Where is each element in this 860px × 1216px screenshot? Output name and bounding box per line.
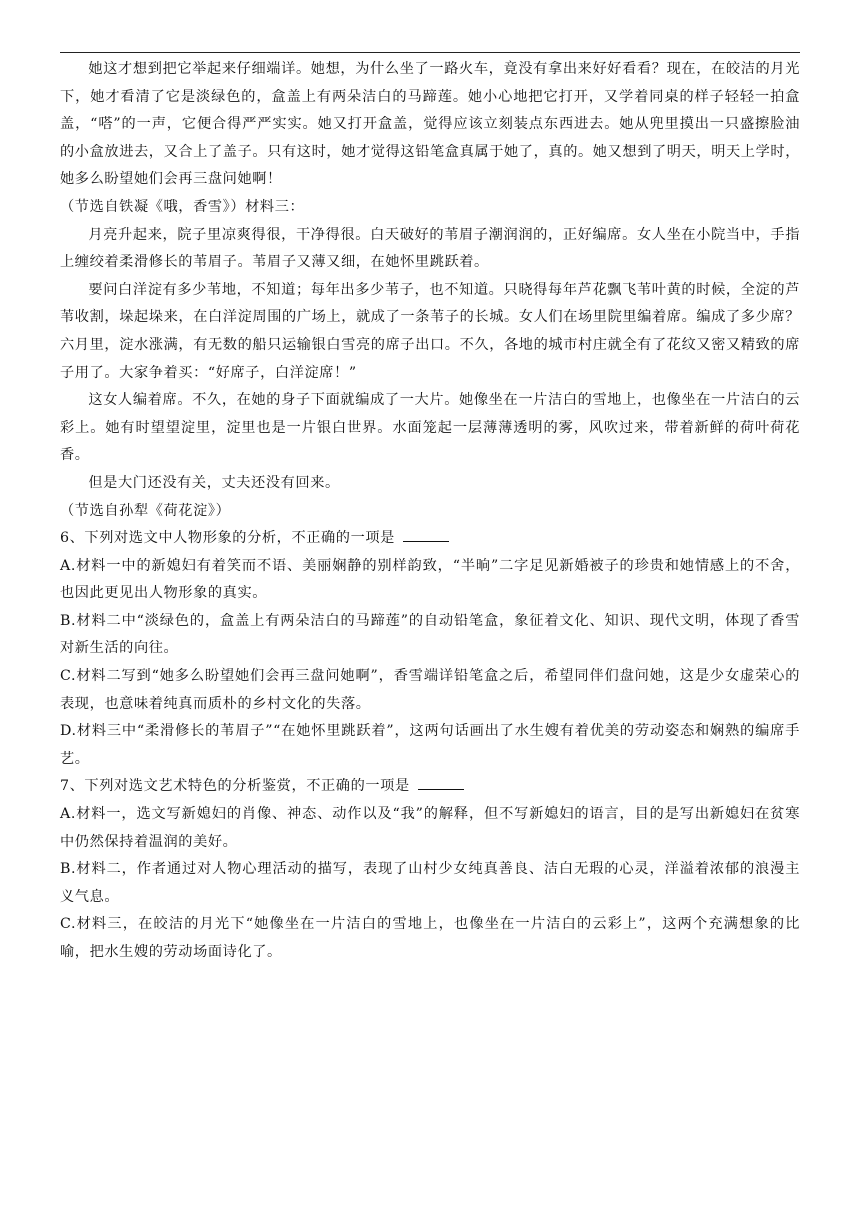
answer-blank[interactable]: [418, 788, 464, 790]
question-6-option-a: A.材料一中的新媳妇有着笑而不语、美丽娴静的别样韵致，“半晌”二字足见新婚被子的珍贵和她情感上的不舍，也因此更见出人物形象的真实。: [60, 557, 800, 602]
question-6-option-d: D.材料三中“柔滑修长的苇眉子”“在她怀里跳跃着”，这两句话画出了水生嫂有着优美的劳动姿态和娴熟的编席手艺。: [60, 723, 800, 767]
answer-blank[interactable]: [403, 540, 449, 542]
question-6-option-b: B.材料二中“淡绿色的，盒盖上有两朵洁白的马蹄莲”的自动铅笔盒，象征着文化、知识、现代文明，体现了香雪对新生活的向往。: [60, 612, 800, 657]
question-7-stem: 7、下列对选文艺术特色的分析鉴赏，不正确的一项是: [60, 778, 410, 795]
header-rule: [60, 52, 800, 53]
question-7-option-c: C.材料三，在皎洁的月光下“她像坐在一片洁白的雪地上，也像坐在一片洁白的云彩上”，这两个充满想象的比喻，把水生嫂的劳动场面诗化了。: [60, 916, 800, 960]
passage-paragraph: 她这才想到把它举起来仔细端详。她想，为什么坐了一路火车，竟没有拿出来好好看看？现在，在皎洁的月光下，她才看清了它是淡绿色的，盒盖上有两朵洁白的马蹄莲。她小心地把它打开，又学着同桌的样子轻轻一拍盒盖，“嗒”的一声，它便合得严严实实。她又打开盒盖，觉得应该立刻装点东西进去。她从兜里摸出一只盛擦脸油的小盒放进去，又合上了盖子。只有这时，她才觉得这铅笔盒真属于她了，真的。她又想到了明天，明天上学时，她多么盼望她们会再三盘问她啊！: [60, 61, 800, 188]
question-stem: [60, 525, 800, 553]
passage-paragraph: 但是大门还没有关，丈夫还没有回来。: [88, 474, 340, 491]
source-citation: （节选自铁凝《哦，香雪》）材料三：: [60, 198, 305, 215]
passage-paragraph: 这女人编着席。不久，在她的身子下面就编成了一大片。她像坐在一片洁白的雪地上，也像坐在一片洁白的云彩上。她有时望望淀里，淀里也是一片银白世界。水面笼起一层薄薄透明的雾，风吹过来，带着新鲜的荷叶荷花香。: [60, 392, 800, 464]
question-6-option-c: C.材料二写到“她多么盼望她们会再三盘问她啊”，香雪端详铅笔盒之后，希望同伴们盘问她，这是少女虚荣心的表现，也意味着纯真而质朴的乡村文化的失落。: [60, 668, 800, 712]
question-7-option-a: A.材料一，选文写新媳妇的肖像、神态、动作以及“我”的解释，但不写新媳妇的语言，目的是写出新媳妇在贫寒中仍然保持着温润的美好。: [60, 806, 800, 850]
source-citation: （节选自孙犁《荷花淀》）: [60, 502, 231, 519]
question-stem: [60, 773, 800, 801]
question-6-stem: 6、下列对选文中人物形象的分析，不正确的一项是: [60, 530, 395, 547]
question-7-option-b: B.材料二，作者通过对人物心理活动的描写，表现了山村少女纯真善良、洁白无瑕的心灵，洋溢着浓郁的浪漫主义气息。: [60, 861, 800, 905]
passage-paragraph: 月亮升起来，院子里凉爽得很，干净得很。白天破好的苇眉子潮润润的，正好编席。女人坐在小院当中，手指上缠绞着柔滑修长的苇眉子。苇眉子又薄又细，在她怀里跳跃着。: [60, 226, 800, 271]
passage-paragraph: 要问白洋淀有多少苇地，不知道；每年出多少苇子，也不知道。只晓得每年芦花飘飞苇叶黄的时候，全淀的芦苇收割，垛起垛来，在白洋淀周围的广场上，就成了一条苇子的长城。女人们在场里院里编着席。编成了多少席？六月里，淀水涨满，有无数的船只运输银白雪亮的席子出口。不久，各地的城市村庄就全有了花纹又密又精致的席子用了。大家争着买：“好席子，白洋淀席！”: [60, 281, 800, 381]
document-body: [60, 56, 800, 967]
